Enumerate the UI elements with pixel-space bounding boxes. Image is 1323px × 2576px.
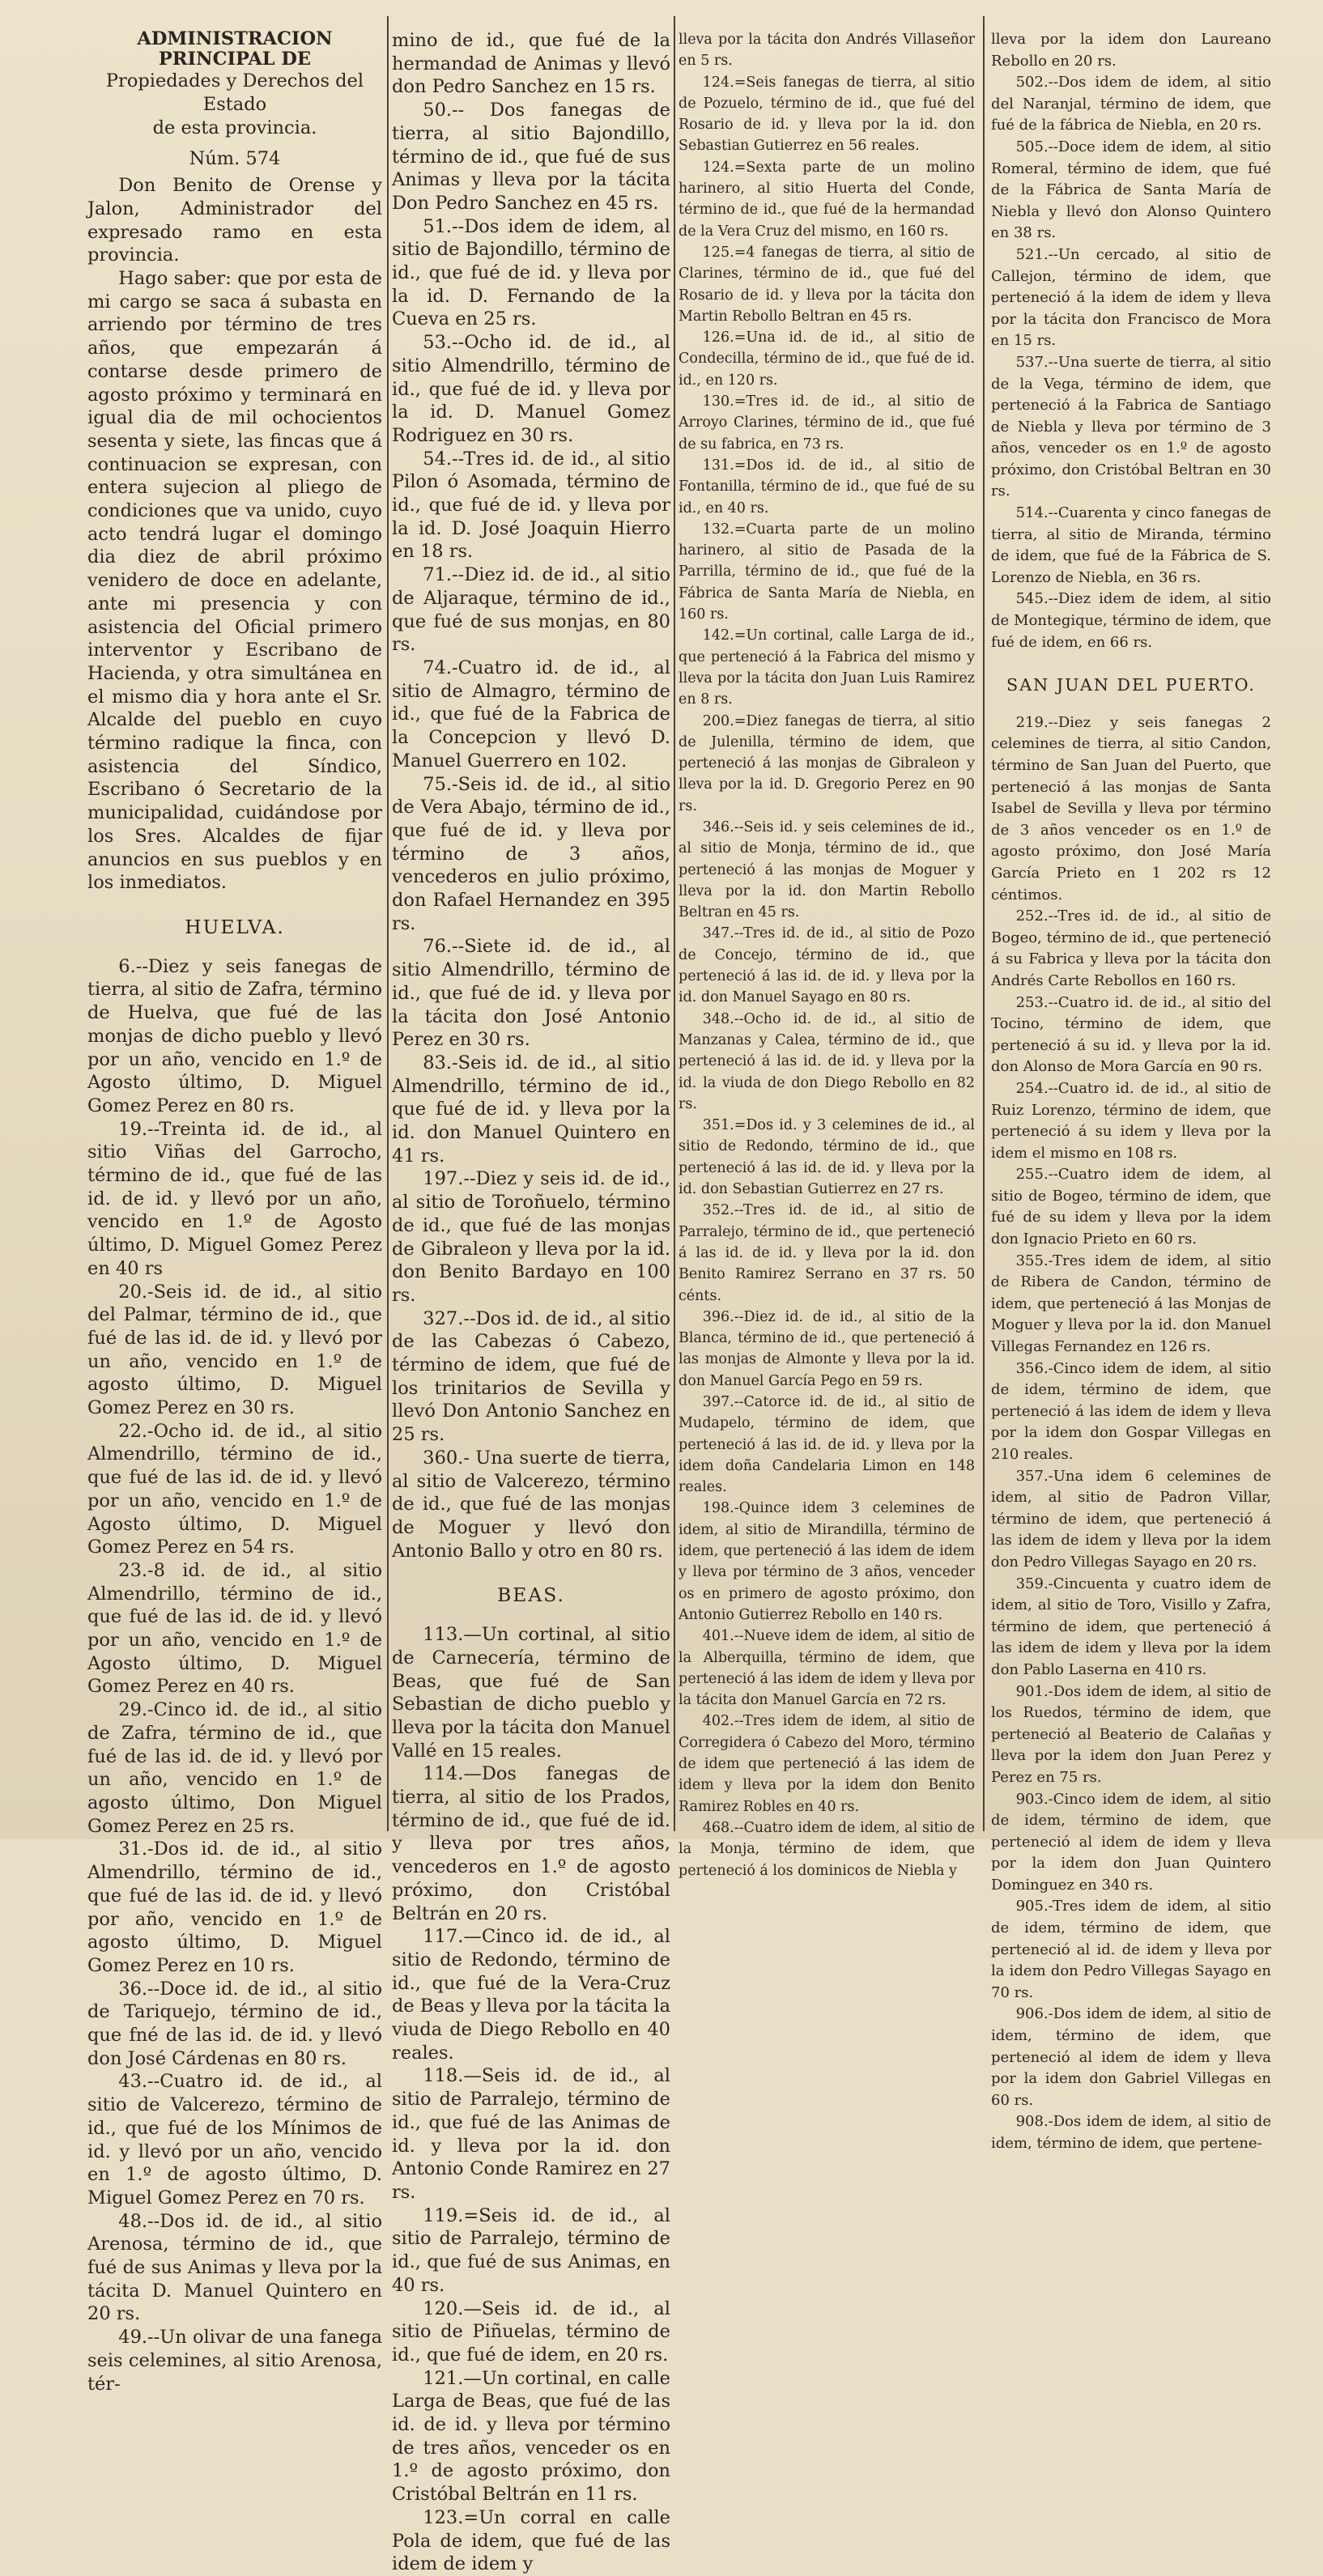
notice-subtitle: de esta provincia. (152, 117, 317, 138)
list-item: 355.-Tres idem de idem, al sitio de Ribera de Candon, término de idem, que perteneció á las Monjas de Moguer y lleva por la id. don Manuel Villegas Fernandez en 126 rs. (991, 1252, 1271, 1356)
list-item: 76.--Siete id. de id., al sitio Almendrillo, término de id., que fué de id. y lleva por la tácita don José Antonio Perez en 30 rs. (392, 936, 670, 1051)
list-item: 6.--Diez y seis fanegas de tierra, al sitio de Zafra, término de Huelva, que fué de las monjas de dicho pueblo y llevó por un año, vencido en 1.º de Agosto último, D. Miguel Gomez Perez en 80 rs. (87, 955, 382, 1116)
section-heading-beas: BEAS. (497, 1583, 565, 1607)
list-item: 348.--Ocho id. de id., al sitio de Manzanas y Calea, término de id., que perteneció á las id. de id. y lleva por la id. la viuda de don Diego Rebollo en 82 rs. (679, 1010, 975, 1112)
list-item: 113.—Un cortinal, al sitio de Carnecería, término de Beas, que fué de San Sebastian de dicho pueblo y lleva por la tácita don Manuel Vallé en 15 reales. (392, 1624, 670, 1762)
list-item: 119.=Seis id. de id., al sitio de Parralejo, término de id., que fué de sus Animas, en 40 rs. (392, 2204, 670, 2296)
list-item: 514.--Cuarenta y cinco fanegas de tierra, al sitio de Miranda, término de idem, que fué de la Fábrica de S. Lorenzo de Niebla, en 36 rs. (991, 504, 1271, 586)
list-item: 360.- Una suerte de tierra, al sitio de Valcerezo, término de id., que fué de las monjas de Moguer y llevó don Antonio Ballo y otro en 80 rs. (392, 1447, 670, 1562)
list-item: 23.-8 id. de id., al sitio Almendrillo, término de id., que fué de las id. de id. y llevó por un año, vencido en 1.º de Agosto último, D. Miguel Gomez Perez en 40 rs. (87, 1559, 382, 1698)
list-item: lleva por la tácita don Andrés Villaseñor en 5 rs. (679, 32, 975, 70)
list-item: 468.--Cuatro idem de idem, al sitio de la Monja, término de idem, que perteneció á los dominicos de Niebla y (679, 1819, 975, 1879)
list-item: 219.--Diez y seis fanegas 2 celemines de tierra, al sitio Candon, término de San Juan del Puerto, que perteneció á las monjas de Santa Isabel de Sevilla y lleva por término de 3 años venceder os en 1.º de agosto próximo, don José María García Prieto en 1 202 rs 12 céntimos. (991, 713, 1271, 903)
list-item: 356.-Cinco idem de idem, al sitio de idem, término de idem, que perteneció á las idem de idem y lleva por la idem don Gospar Villegas en 210 reales. (991, 1359, 1271, 1463)
column-4 (991, 29, 1271, 2152)
column-3 (679, 29, 975, 1879)
list-item: 22.-Ocho id. de id., al sitio Almendrillo, término de id., que fué de las id. de id. y llevó por un año, vencido en 1.º de Agosto último, D. Miguel Gomez Perez en 54 rs. (87, 1420, 382, 1558)
list-item: 20.-Seis id. de id., al sitio del Palmar, término de id., que fué de las id. de id. y llevó por un año, vencido en 1.º de agosto último, D. Miguel Gomez Perez en 30 rs. (87, 1281, 382, 1419)
column-rule (983, 16, 985, 1831)
list-item: 71.--Diez id. de id., al sitio de Aljaraque, término de id., que fué de sus monjas, en 80 rs. (392, 564, 670, 656)
list-item: 54.--Tres id. de id., al sitio Pilon ó Asomada, término de id., que fué de id. y lleva por la id. D. José Joaquin Hierro en 18 rs. (392, 448, 670, 563)
list-item: 903.-Cinco idem de idem, al sitio de idem, término de idem, que perteneció al idem de idem y lleva por la idem don Juan Quintero Dominguez en 340 rs. (991, 1790, 1271, 1894)
list-item: 142.=Un cortinal, calle Larga de id., que perteneció á la Fabrica del mismo y lleva por la tácita don Juan Luis Ramirez en 8 rs. (679, 627, 975, 708)
list-item: 53.--Ocho id. de id., al sitio Almendrillo, término de id., que fué de id. y lleva por la id. D. Manuel Gomez Rodriguez en 30 rs. (392, 332, 670, 446)
list-item: 908.-Dos idem de idem, al sitio de idem, término de idem, que pertene- (991, 2113, 1271, 2152)
list-item: 117.—Cinco id. de id., al sitio de Redondo, término de id., que fué de la Vera-Cruz de Beas y lleva por la tácita la viuda de Diego Rebollo en 40 reales. (392, 1926, 670, 2064)
list-item: 48.--Dos id. de id., al sitio Arenosa, término de id., que fué de sus Animas y lleva por la tácita D. Manuel Quintero en 20 rs. (87, 2210, 382, 2325)
list-item: 402.--Tres idem de idem, al sitio de Corregidera ó Cabezo del Moro, término de idem que perteneció á las idem de idem y lleva por la idem don Benito Ramirez Robles en 40 rs. (679, 1713, 975, 1815)
list-item: 118.—Seis id. de id., al sitio de Parralejo, término de id., que fué de las Animas de id. y lleva por la id. don Antonio Conde Ramirez en 27 rs. (392, 2065, 670, 2203)
list-item: 351.=Dos id. y 3 celemines de id., al sitio de Redondo, término de id., que perteneció á las id. de id. y lleva por la id. don Sebastian Gutierrez en 27 rs. (679, 1117, 975, 1198)
list-item: 901.-Dos idem de idem, al sitio de los Ruedos, término de idem, que perteneció al Beaterio de Calañas y lleva por la idem don Juan Perez y Perez en 75 rs. (991, 1682, 1271, 1786)
notice-number: Núm. 574 (189, 148, 281, 170)
list-item: 75.-Seis id. de id., al sitio de Vera Abajo, término de id., que fué de id. y lleva por término de 3 años, vencederos en julio próximo, don Rafael Hernandez en 395 rs. (392, 773, 670, 934)
list-item: 125.=4 fanegas de tierra, al sitio de Clarines, término de id., que fué del Rosario de id. y lleva por la tácita don Martin Rebollo Beltran en 45 rs. (679, 244, 975, 325)
notice-intro: Don Benito de Orense y Jalon, Administrador del expresado ramo en esta provincia. (87, 175, 382, 266)
list-item: 502.--Dos idem de idem, al sitio del Naranjal, término de idem, que fué de la fábrica de Niebla, en 20 rs. (991, 74, 1271, 134)
notice-title: ADMINISTRACION PRINCIPAL DE (137, 28, 333, 70)
list-item: 521.--Un cercado, al sitio de Callejon, término de idem, que perteneció á la idem de idem y lleva por la tácita don Francisco de Mora en 15 rs. (991, 245, 1271, 350)
list-item: 51.--Dos idem de idem, al sitio de Bajondillo, término de id., que fué de id. y lleva por la id. D. Fernando de la Cueva en 25 rs. (392, 215, 670, 330)
column-rule (674, 16, 675, 1831)
list-item: 126.=Una id. de id., al sitio de Condecilla, término de id., que fué de id. id., en 120 rs. (679, 329, 975, 389)
list-item: 19.--Treinta id. de id., al sitio Viñas del Garrocho, término de id., que fué de las id. de id. y llevó por un año, vencido en 1.º de Agosto último, D. Miguel Gomez Perez en 40 rs (87, 1118, 382, 1279)
list-item: 255.--Cuatro idem de idem, al sitio de Bogeo, término de idem, que fué de su idem y lleva por la idem don Ignacio Prieto en 60 rs. (991, 1166, 1271, 1248)
list-item: 50.-- Dos fanegas de tierra, al sitio Bajondillo, término de id., que fué de sus Animas y lleva por la tácita Don Pedro Sanchez en 45 rs. (392, 100, 670, 214)
notice-subtitle: Propiedades y Derechos del Estado (105, 70, 364, 116)
list-item: 254.--Cuatro id. de id., al sitio de Ruiz Lorenzo, término de idem, que perteneció á su idem y lleva por la idem el mismo en 108 rs. (991, 1079, 1271, 1162)
list-item: 31.-Dos id. de id., al sitio Almendrillo, término de id., que fué de las id. de id. y llevó por año, vencido en 1.º de agosto último, D. Miguel Gomez Perez en 10 rs. (87, 1838, 382, 1976)
section-heading-san-juan: SAN JUAN DEL PUERTO. (1006, 675, 1256, 695)
list-item: 359.-Cincuenta y cuatro idem de idem, al sitio de Toro, Visillo y Zafra, término de idem, que perteneció á las idem de idem y lleva por la idem don Pablo Laserna en 410 rs. (991, 1575, 1271, 1678)
list-item: 123.=Un corral en calle Pola de idem, que fué de las idem de idem y (392, 2506, 670, 2575)
list-item: 352.--Tres id. de id., al sitio de Parralejo, término de id., que perteneció á las id. de id. y lleva por la id. don Benito Ramirez Serrano en 37 rs. 50 cénts. (679, 1202, 975, 1304)
notice-body: Hago saber: que por esta de mi cargo se saca á subasta en arriendo por término de tres años, que empezarán á contarse desde primero de agosto próximo y terminará en igual dia de mil ochocientos sesenta y siete, las fincas que á continuacion se expresan, con entera sujecion al pliego de condiciones que va unido, cuyo acto tendrá lugar el domingo dia diez de abril próximo venidero de doce en adelante, ante mi presencia y con asistencia del Oficial primero interventor y Escribano de Hacienda, y otra simultánea en el mismo dia y hora ante el Sr. Alcalde del pueblo en cuyo término radique la finca, con asistencia del Síndico, Escribano ó Secretario de la municipalidad, cuidándose por los Sres. Alcaldes de fijar anuncios en sus pueblos y en los inmediatos. (87, 268, 382, 894)
list-item: 198.-Quince idem 3 celemines de idem, al sitio de Mirandilla, término de idem, que perteneció á las idem de idem y lleva por término de 3 años, venceder os en primero de agosto próximo, don Antonio Gutierrez Rebollo en 140 rs. (679, 1500, 975, 1623)
list-item: 131.=Dos id. de id., al sitio de Fontanilla, término de id., que fué de su id., en 40 rs. (679, 457, 975, 516)
list-item: 906.-Dos idem de idem, al sitio de idem, término de idem, que perteneció al idem de idem y lleva por la idem don Gabriel Villegas en 60 rs. (991, 2005, 1271, 2109)
list-item: 396.--Diez id. de id., al sitio de la Blanca, término de id., que perteneció á las monjas de Almonte y lleva por la id. don Manuel García Pego en 59 rs. (679, 1308, 975, 1389)
list-item: 397.--Catorce id. de id., al sitio de Mudapelo, término de idem, que perteneció á las id. de id. y lleva por la idem doña Candelaria Limon en 148 reales. (679, 1394, 975, 1496)
list-item: 43.--Cuatro id. de id., al sitio de Valcerezo, término de id., que fué de los Mínimos de id. y llevó por un año, vencido en 1.º de agosto último, D. Miguel Gomez Perez en 70 rs. (87, 2071, 382, 2208)
list-item: 505.--Doce idem de idem, al sitio Romeral, término de idem, que fué de la Fábrica de Santa María de Niebla y llevó don Alonso Quintero en 38 rs. (991, 138, 1271, 242)
list-item: 29.-Cinco id. de id., al sitio de Zafra, término de id., que fué de las id. de id. y llevó por un año, vencido en 1.º de agosto último, Don Miguel Gomez Perez en 25 rs. (87, 1699, 382, 1837)
list-item: 120.—Seis id. de id., al sitio de Piñuelas, término de id., que fué de idem, en 20 rs. (392, 2298, 670, 2366)
column-1 (87, 28, 382, 2395)
list-item: 121.—Un cortinal, en calle Larga de Beas, que fué de las id. de id. y lleva por término de tres años, venceder os en 1.º de agosto próximo, don Cristóbal Beltrán en 11 rs. (392, 2367, 670, 2506)
list-item: 74.-Cuatro id. de id., al sitio de Almagro, término de id., que fué de la Fabrica de la Concepcion y llevó D. Manuel Guerrero en 102. (392, 657, 670, 772)
list-item: 124.=Sexta parte de un molino harinero, al sitio Huerta del Conde, término de id., que fué de la hermandad de la Vera Cruz del mismo, en 160 rs. (679, 159, 975, 240)
list-item: 346.--Seis id. y seis celemines de id., al sitio de Monja, término de id., que perteneció á las monjas de Moguer y lleva por la id. don Martin Rebollo Beltran en 45 rs. (679, 818, 975, 921)
list-item: 253.--Cuatro id. de id., al sitio del Tocino, término de idem, que perteneció á su id. y lleva por la id. don Alonso de Mora García en 90 rs. (991, 993, 1271, 1076)
list-item: 347.--Tres id. de id., al sitio de Pozo de Concejo, término de id., que perteneció á las id. de id. y lleva por la id. don Manuel Sayago en 80 rs. (679, 925, 975, 1006)
list-item: 905.-Tres idem de idem, al sitio de idem, término de idem, que perteneció al id. de idem y lleva por la idem don Pedro Villegas Sayago en 70 rs. (991, 1898, 1271, 2001)
list-item: mino de id., que fué de la hermandad de Animas y llevó don Pedro Sanchez en 15 rs. (392, 30, 670, 98)
list-item: 537.--Una suerte de tierra, al sitio de la Vega, término de idem, que perteneció á la Fabrica de Santiago de Niebla y lleva por término de 3 años, venceder os en 1.º de agosto próximo, don Cristóbal Beltran en 30 rs. (991, 353, 1271, 500)
section-heading-huelva: HUELVA. (185, 915, 285, 938)
list-item: 132.=Cuarta parte de un molino harinero, al sitio de Pasada de la Parrilla, término de id., que fué de la Fábrica de Santa María de Niebla, en 160 rs. (679, 521, 975, 623)
list-item: 545.--Diez idem de idem, al sitio de Montegique, término de idem, que fué de idem, en 66 rs. (991, 590, 1271, 651)
list-item: 83.-Seis id. de id., al sitio Almendrillo, término de id., que fué de id. y lleva por la id. don Manuel Quintero en 41 rs. (392, 1052, 670, 1167)
list-item: 357.-Una idem 6 celemines de idem, al sitio de Padron Villar, término de idem, que perteneció á las idem de idem y lleva por la idem don Pedro Villegas Sayago en 20 rs. (991, 1467, 1271, 1571)
list-item: lleva por la idem don Laureano Rebollo en 20 rs. (991, 31, 1271, 70)
list-item: 114.—Dos fanegas de tierra, al sitio de los Prados, término de id., que fué de id. y lleva por tres años, vencederos en 1.º de agosto próximo, don Cristóbal Beltrán en 20 rs. (392, 1763, 670, 1924)
column-rule (387, 16, 389, 1831)
list-item: 327.--Dos id. de id., al sitio de las Cabezas ó Cabezo, término de idem, que fué de los trinitarios de Sevilla y llevó Don Antonio Sanchez en 25 rs. (392, 1307, 670, 1446)
list-item: 36.--Doce id. de id., al sitio de Tariquejo, término de id., que fné de las id. de id. y llevó don José Cárdenas en 80 rs. (87, 1978, 382, 2069)
list-item: 252.--Tres id. de id., al sitio de Bogeo, término de id., que perteneció á su Fabrica y lleva por la tácita don Andrés Carte Rebollos en 160 rs. (991, 908, 1271, 989)
list-item: 130.=Tres id. de id., al sitio de Arroyo Clarines, término de id., que fué de su fabrica, en 73 rs. (679, 393, 975, 453)
list-item: 124.=Seis fanegas de tierra, al sitio de Pozuelo, término de id., que fué del Rosario de id. y lleva por la id. don Sebastian Gutierrez en 56 reales. (679, 74, 975, 155)
column-2 (392, 29, 670, 2575)
list-item: 49.--Un olivar de una fanega seis celemines, al sitio Arenosa, tér- (87, 2327, 382, 2395)
list-item: 197.--Diez y seis id. de id., al sitio de Toroñuelo, término de id., que fué de las monjas de Gibraleon y lleva por la id. don Benito Bardayo en 100 rs. (392, 1168, 670, 1306)
list-item: 200.=Diez fanegas de tierra, al sitio de Julenilla, término de idem, que perteneció á las monjas de Gibraleon y lleva por la id. D. Gregorio Perez en 90 rs. (679, 712, 975, 814)
list-item: 401.--Nueve idem de idem, al sitio de la Alberquilla, término de idem, que perteneció á las idem de idem y lleva por la tácita don Manuel García en 72 rs. (679, 1628, 975, 1709)
